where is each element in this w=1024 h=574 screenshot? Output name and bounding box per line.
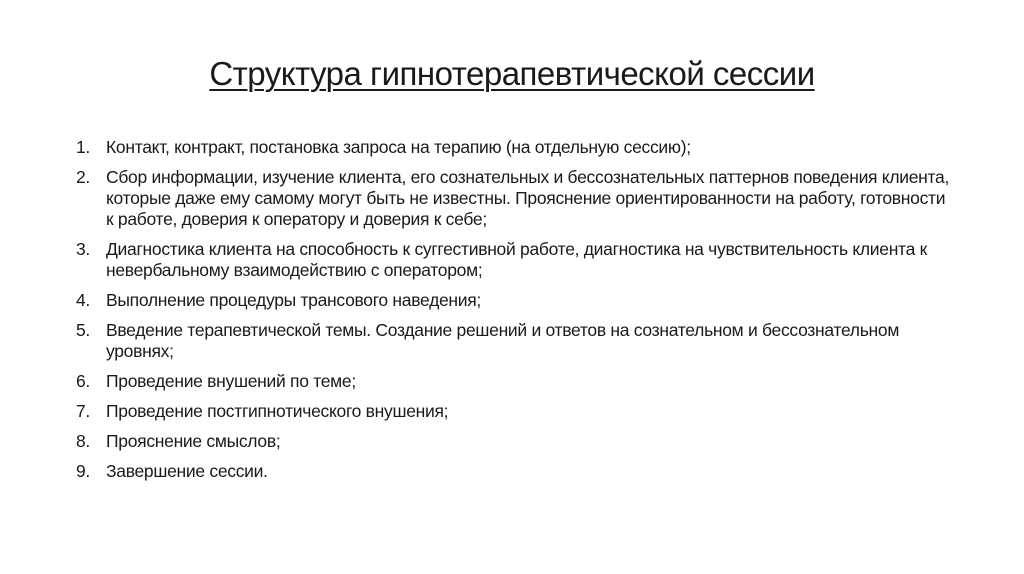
list-item-number: 9. bbox=[76, 461, 90, 481]
list-item bbox=[76, 137, 956, 158]
list-item-text: Введение терапевтической темы. Создание решений и ответов на сознательном и бессознательном уровнях; bbox=[106, 320, 900, 361]
list-item-number: 2. bbox=[76, 167, 90, 187]
list-item bbox=[76, 401, 956, 422]
slide-title bbox=[0, 52, 1024, 96]
list-item bbox=[76, 239, 956, 281]
list-item-text: Проведение постгипнотического внушения; bbox=[106, 401, 449, 421]
list-item-text: Диагностика клиента на способность к суггестивной работе, диагностика на чувствительность клиента к невербальному взаимодействию с оператором; bbox=[106, 239, 927, 280]
list-item-number: 7. bbox=[76, 401, 90, 421]
list-item bbox=[76, 167, 956, 230]
list-item bbox=[76, 290, 956, 311]
list-item-number: 8. bbox=[76, 431, 90, 451]
list-item-text: Проведение внушений по теме; bbox=[106, 371, 356, 391]
slide-title-text: Структура гипнотерапевтической сессии bbox=[209, 55, 815, 92]
list-item-text: Выполнение процедуры трансового наведения; bbox=[106, 290, 481, 310]
list-item-number: 3. bbox=[76, 239, 90, 259]
list-item-text: Сбор информации, изучение клиента, его сознательных и бессознательных паттернов поведения клиента, которые даже ему самому могут быть не известны. Прояснение ориентированности на работу, готовности к работе, доверия к оператору и доверия к себе; bbox=[106, 167, 950, 229]
list-item bbox=[76, 431, 956, 452]
list-item-number: 4. bbox=[76, 290, 90, 310]
list-item bbox=[76, 461, 956, 482]
list-item-number: 5. bbox=[76, 320, 90, 340]
list-item-number: 6. bbox=[76, 371, 90, 391]
list-item-text: Завершение сессии. bbox=[106, 461, 268, 481]
list-item-text: Прояснение смыслов; bbox=[106, 431, 281, 451]
list-item bbox=[76, 371, 956, 392]
list-item bbox=[76, 320, 956, 362]
steps-list bbox=[76, 137, 956, 491]
list-item-text: Контакт, контракт, постановка запроса на терапию (на отдельную сессию); bbox=[106, 137, 691, 157]
list-item-number: 1. bbox=[76, 137, 90, 157]
